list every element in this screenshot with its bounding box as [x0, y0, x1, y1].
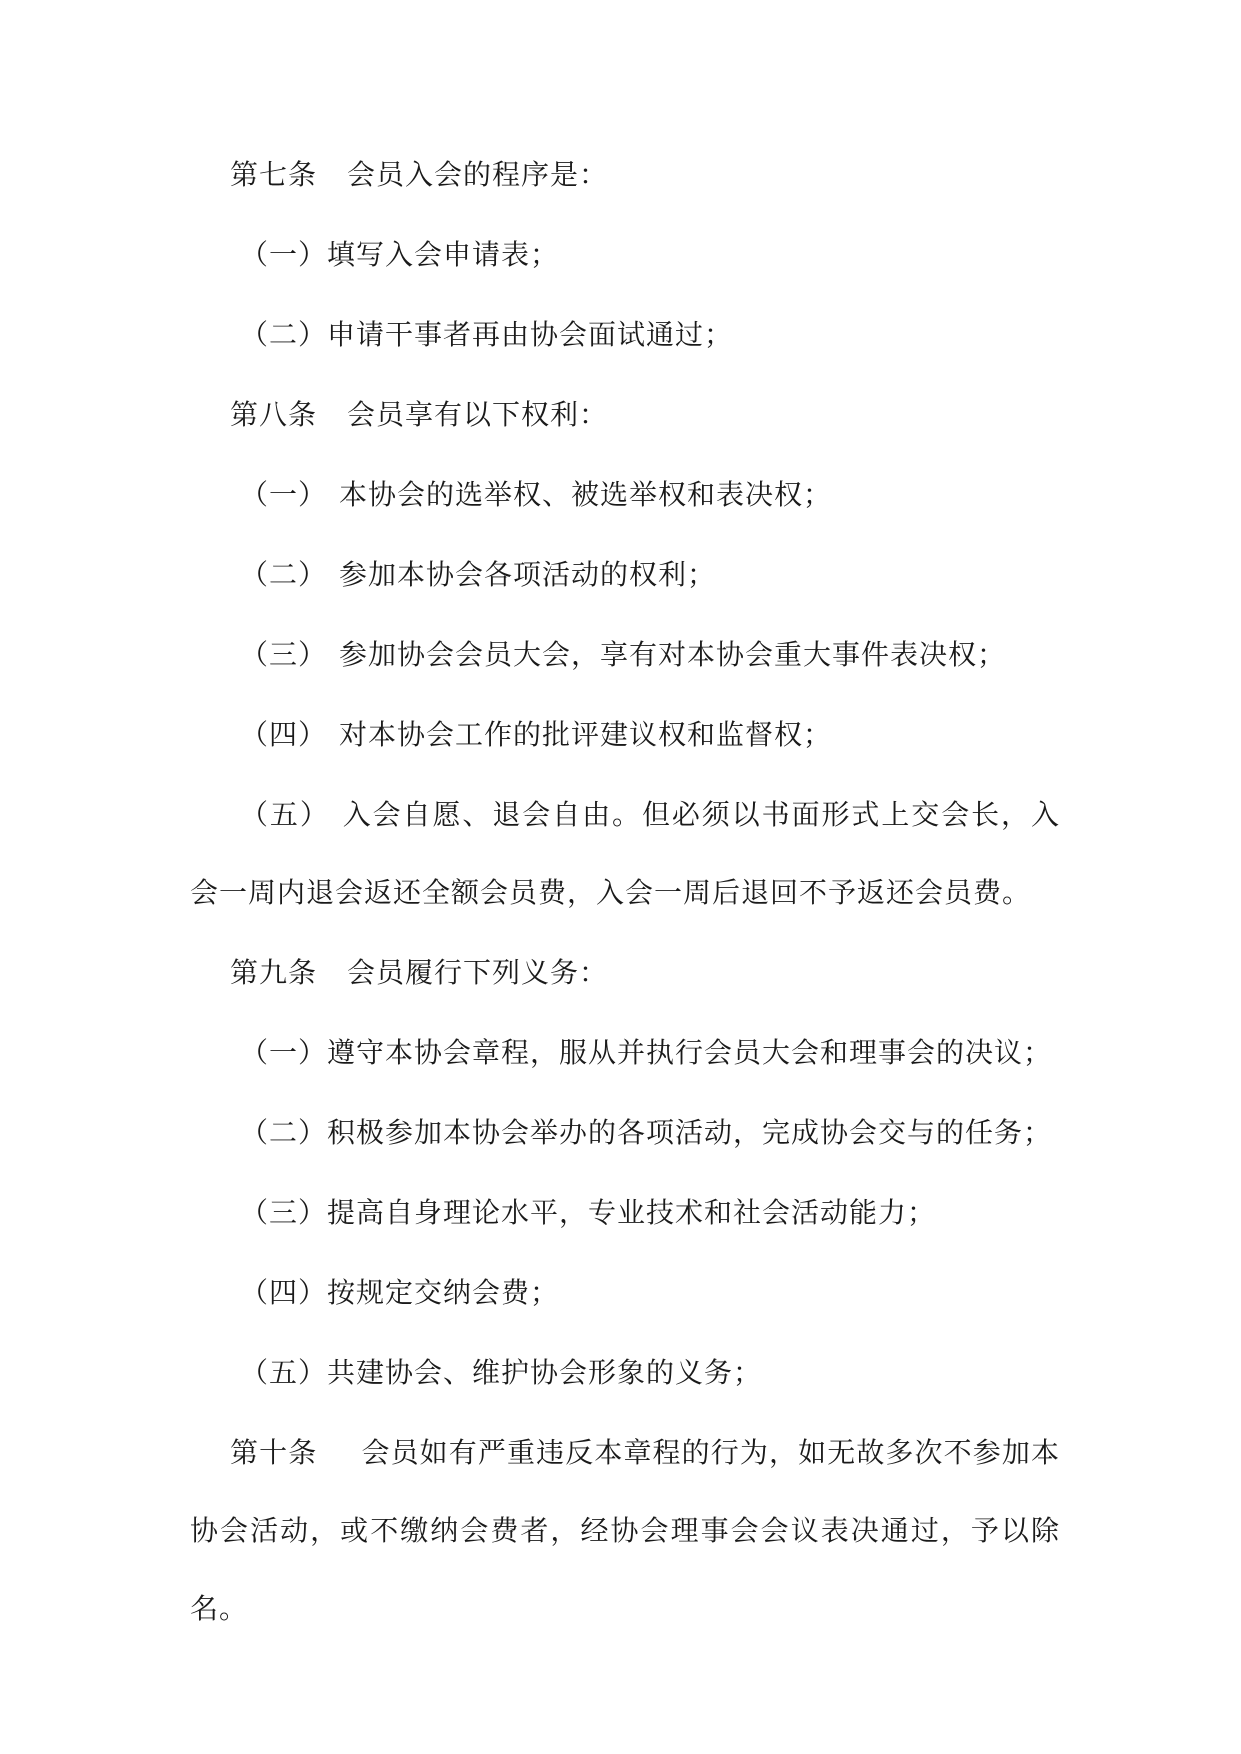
item-number: （五） [240, 798, 330, 831]
article-8-item-2 [190, 555, 1060, 595]
item-number: （三） [240, 1196, 328, 1229]
item-text: 填写入会申请表； [327, 238, 560, 271]
item-text: 遵守本协会章程，服从并执行会员大会和理事会的决议； [327, 1036, 1053, 1069]
item-text: 参加协会会员大会，享有对本协会重大事件表决权； [339, 638, 1007, 671]
item-text: 申请干事者再由协会面试通过； [327, 318, 734, 351]
item-number: （二） [240, 318, 328, 351]
item-text: 参加本协会各项活动的权利； [339, 558, 717, 591]
article-8-item-1 [190, 475, 1060, 515]
item-text: 提高自身理论水平，专业技术和社会活动能力； [327, 1196, 937, 1229]
item-number: （四） [240, 718, 328, 751]
item-text: 本协会的选举权、被选举权和表决权； [339, 478, 833, 511]
item-number: （二） [240, 558, 328, 591]
item-number: （一） [240, 478, 328, 511]
article-9-item-5 [190, 1353, 1060, 1393]
article-8-item-4 [190, 715, 1060, 755]
article-9-title: 第九条 [230, 956, 318, 989]
article-8-heading [190, 395, 1060, 435]
article-7-item-2 [190, 315, 1060, 355]
article-10-text: 会员如有严重违反本章程的行为，如无故多次不参加本协会活动，或不缴纳会费者，经协会理事会会议表决通过，予以除名。 [190, 1436, 1060, 1625]
item-number: （二） [240, 1116, 328, 1149]
item-text: 对本协会工作的批评建议权和监督权； [339, 718, 833, 751]
item-number: （五） [240, 1356, 328, 1389]
article-8-text: 会员享有以下权利： [347, 398, 609, 431]
article-8-title: 第八条 [230, 398, 318, 431]
item-text: 共建协会、维护协会形象的义务； [327, 1356, 763, 1389]
article-10-title: 第十条 [230, 1436, 318, 1469]
document-body [190, 155, 1060, 1669]
article-9-heading [190, 953, 1060, 993]
item-text: 入会自愿、退会自由。但必须以书面形式上交会长，入会一周内退会返还全额会员费，入会一周后退回不予返还会员费。 [190, 798, 1060, 909]
article-9-item-2 [190, 1113, 1060, 1153]
item-number: （一） [240, 238, 328, 271]
item-text: 积极参加本协会举办的各项活动，完成协会交与的任务； [327, 1116, 1053, 1149]
article-8-item-5 [190, 776, 1060, 932]
item-number: （四） [240, 1276, 328, 1309]
article-7-title: 第七条 [230, 158, 318, 191]
item-number: （一） [240, 1036, 328, 1069]
article-8-item-3 [190, 635, 1060, 675]
article-9-item-4 [190, 1273, 1060, 1313]
article-9-item-3 [190, 1193, 1060, 1233]
article-7-item-1 [190, 235, 1060, 275]
article-10-paragraph [190, 1414, 1060, 1648]
item-number: （三） [240, 638, 328, 671]
article-7-heading [190, 155, 1060, 195]
article-9-item-1 [190, 1033, 1060, 1073]
article-7-text: 会员入会的程序是： [347, 158, 609, 191]
item-text: 按规定交纳会费； [327, 1276, 560, 1309]
article-9-text: 会员履行下列义务： [347, 956, 609, 989]
